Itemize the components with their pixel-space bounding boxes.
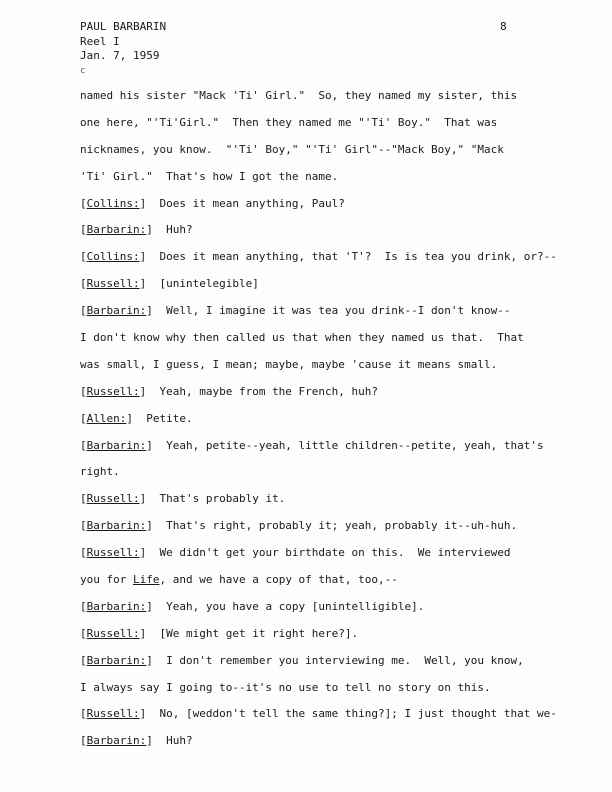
transcript-line [80, 516, 590, 543]
page-number: 8 [500, 20, 507, 33]
transcript-line [80, 301, 590, 328]
line-text: nicknames, you know. "'Ti' Boy," "'Ti' Girl"--"Mack Boy," "Mack [80, 142, 504, 156]
bracket: [ [80, 626, 87, 640]
bracket: ] [139, 196, 147, 210]
bracket: ] [146, 223, 153, 237]
transcript-line [80, 113, 590, 140]
line-text: No, [weddon't tell the same thing?]; I just thought that we- [146, 707, 557, 721]
bracket: ] [146, 653, 153, 667]
speaker-label: Barbarin: [86, 734, 147, 748]
bracket: ] [139, 277, 147, 291]
line-text: Yeah, you have a copy [unintelligible]. [152, 599, 425, 613]
bracket: [ [80, 438, 87, 452]
line-text: 'Ti' Girl." That's how I got the name. [80, 169, 339, 183]
handwritten-mark: c [80, 65, 86, 76]
transcript-line [80, 220, 590, 247]
bracket: [ [80, 223, 87, 237]
transcript-line [80, 436, 590, 463]
transcript-line [80, 462, 590, 489]
line-text: Yeah, petite--yeah, little children--petite, yeah, that's [152, 438, 544, 452]
line-text: Huh? [152, 223, 193, 237]
bracket: [ [80, 519, 87, 533]
bracket: [ [80, 734, 87, 748]
transcript-line [80, 328, 590, 355]
bracket: ] [139, 492, 147, 506]
bracket: [ [80, 250, 87, 264]
line-text: I don't know why then called us that when they named us that. That [80, 331, 524, 345]
line-text: That's probably it. [146, 492, 286, 506]
bracket: [ [80, 707, 87, 721]
transcript-body [80, 86, 590, 758]
line-text: Does it mean anything, Paul? [146, 196, 345, 210]
transcript-line [80, 543, 590, 570]
transcript-line [80, 409, 590, 436]
speaker-label: Russell: [86, 546, 140, 560]
line-text: We didn't get your birthdate on this. We interviewed [146, 546, 511, 560]
line-text: right. [80, 465, 120, 479]
bracket: ] [139, 707, 147, 721]
transcript-line [80, 355, 590, 382]
speaker-label: Barbarin: [86, 653, 147, 667]
speaker-label: Russell: [86, 492, 140, 506]
line-text: Huh? [152, 734, 193, 748]
line-text: , and we have a copy of that, too,-- [159, 573, 398, 587]
line-text: Does it mean anything, that 'T'? Is is tea you drink, or?-- [146, 250, 557, 264]
bracket: ] [139, 250, 147, 264]
transcript-line [80, 704, 590, 731]
transcript-line [80, 140, 590, 167]
bracket: ] [146, 519, 153, 533]
bracket: [ [80, 304, 87, 318]
bracket: [ [80, 384, 87, 398]
transcript-line [80, 731, 590, 758]
transcript-line [80, 86, 590, 113]
line-text: [unintelegible] [146, 277, 259, 291]
line-text: named his sister "Mack 'Ti' Girl." So, they named my sister, this [80, 89, 518, 102]
speaker-label: Collins: [86, 250, 140, 264]
line-text: one here, "'Ti'Girl." Then they named me "'Ti' Boy." That was [80, 115, 498, 129]
line-text: Well, I imagine it was tea you drink--I don't know-- [152, 304, 511, 318]
bracket: [ [80, 492, 87, 506]
bracket: [ [80, 599, 87, 613]
line-text: you for [80, 573, 133, 587]
transcript-line [80, 167, 590, 194]
speaker-label: Collins: [86, 196, 140, 210]
bracket: ] [139, 626, 147, 640]
transcript-line [80, 194, 590, 221]
transcript-line [80, 247, 590, 274]
speaker-label: Barbarin: [86, 519, 147, 533]
speaker-label: Barbarin: [86, 599, 147, 613]
speaker-label: Barbarin: [86, 223, 147, 237]
transcript-line [80, 597, 590, 624]
bracket: [ [80, 653, 87, 667]
line-text: I always say I going to--it's no use to tell no story on this. [80, 680, 491, 694]
speaker-label: Barbarin: [86, 438, 147, 452]
speaker-label: Russell: [86, 277, 140, 291]
interviewee-name: PAUL BARBARIN [80, 20, 167, 33]
bracket: ] [139, 384, 147, 398]
bracket: ] [139, 546, 147, 560]
underlined-title: Life [132, 573, 160, 587]
line-text: was small, I guess, I mean; maybe, maybe 'cause it means small. [80, 357, 498, 371]
transcript-line [80, 570, 590, 597]
bracket: ] [146, 599, 153, 613]
bracket: [ [80, 546, 87, 560]
bracket: [ [80, 277, 87, 291]
speaker-label: Russell: [86, 384, 140, 398]
speaker-label: Allen: [86, 411, 127, 425]
transcript-line [80, 678, 590, 705]
page-header [80, 20, 166, 78]
line-text: [We might get it right here?]. [146, 626, 359, 640]
speaker-label: Russell: [86, 626, 140, 640]
line-text: I don't remember you interviewing me. Well, you know, [152, 653, 524, 667]
transcript-line [80, 624, 590, 651]
transcript-line [80, 274, 590, 301]
transcript-line [80, 651, 590, 678]
reel-label: Reel I [80, 34, 120, 48]
transcript-line [80, 489, 590, 516]
transcript-line [80, 382, 590, 409]
bracket: ] [146, 304, 153, 318]
interview-date: Jan. 7, 1959 [80, 49, 160, 62]
bracket: ] [146, 734, 153, 748]
bracket: ] [146, 438, 153, 452]
speaker-label: Russell: [86, 707, 140, 721]
speaker-label: Barbarin: [86, 304, 147, 318]
bracket: [ [80, 411, 87, 425]
line-text: Yeah, maybe from the French, huh? [146, 384, 379, 398]
line-text: That's right, probably it; yeah, probably it--uh-huh. [152, 519, 518, 533]
bracket: [ [80, 196, 87, 210]
bracket: ] [126, 411, 133, 425]
line-text: Petite. [133, 411, 193, 425]
